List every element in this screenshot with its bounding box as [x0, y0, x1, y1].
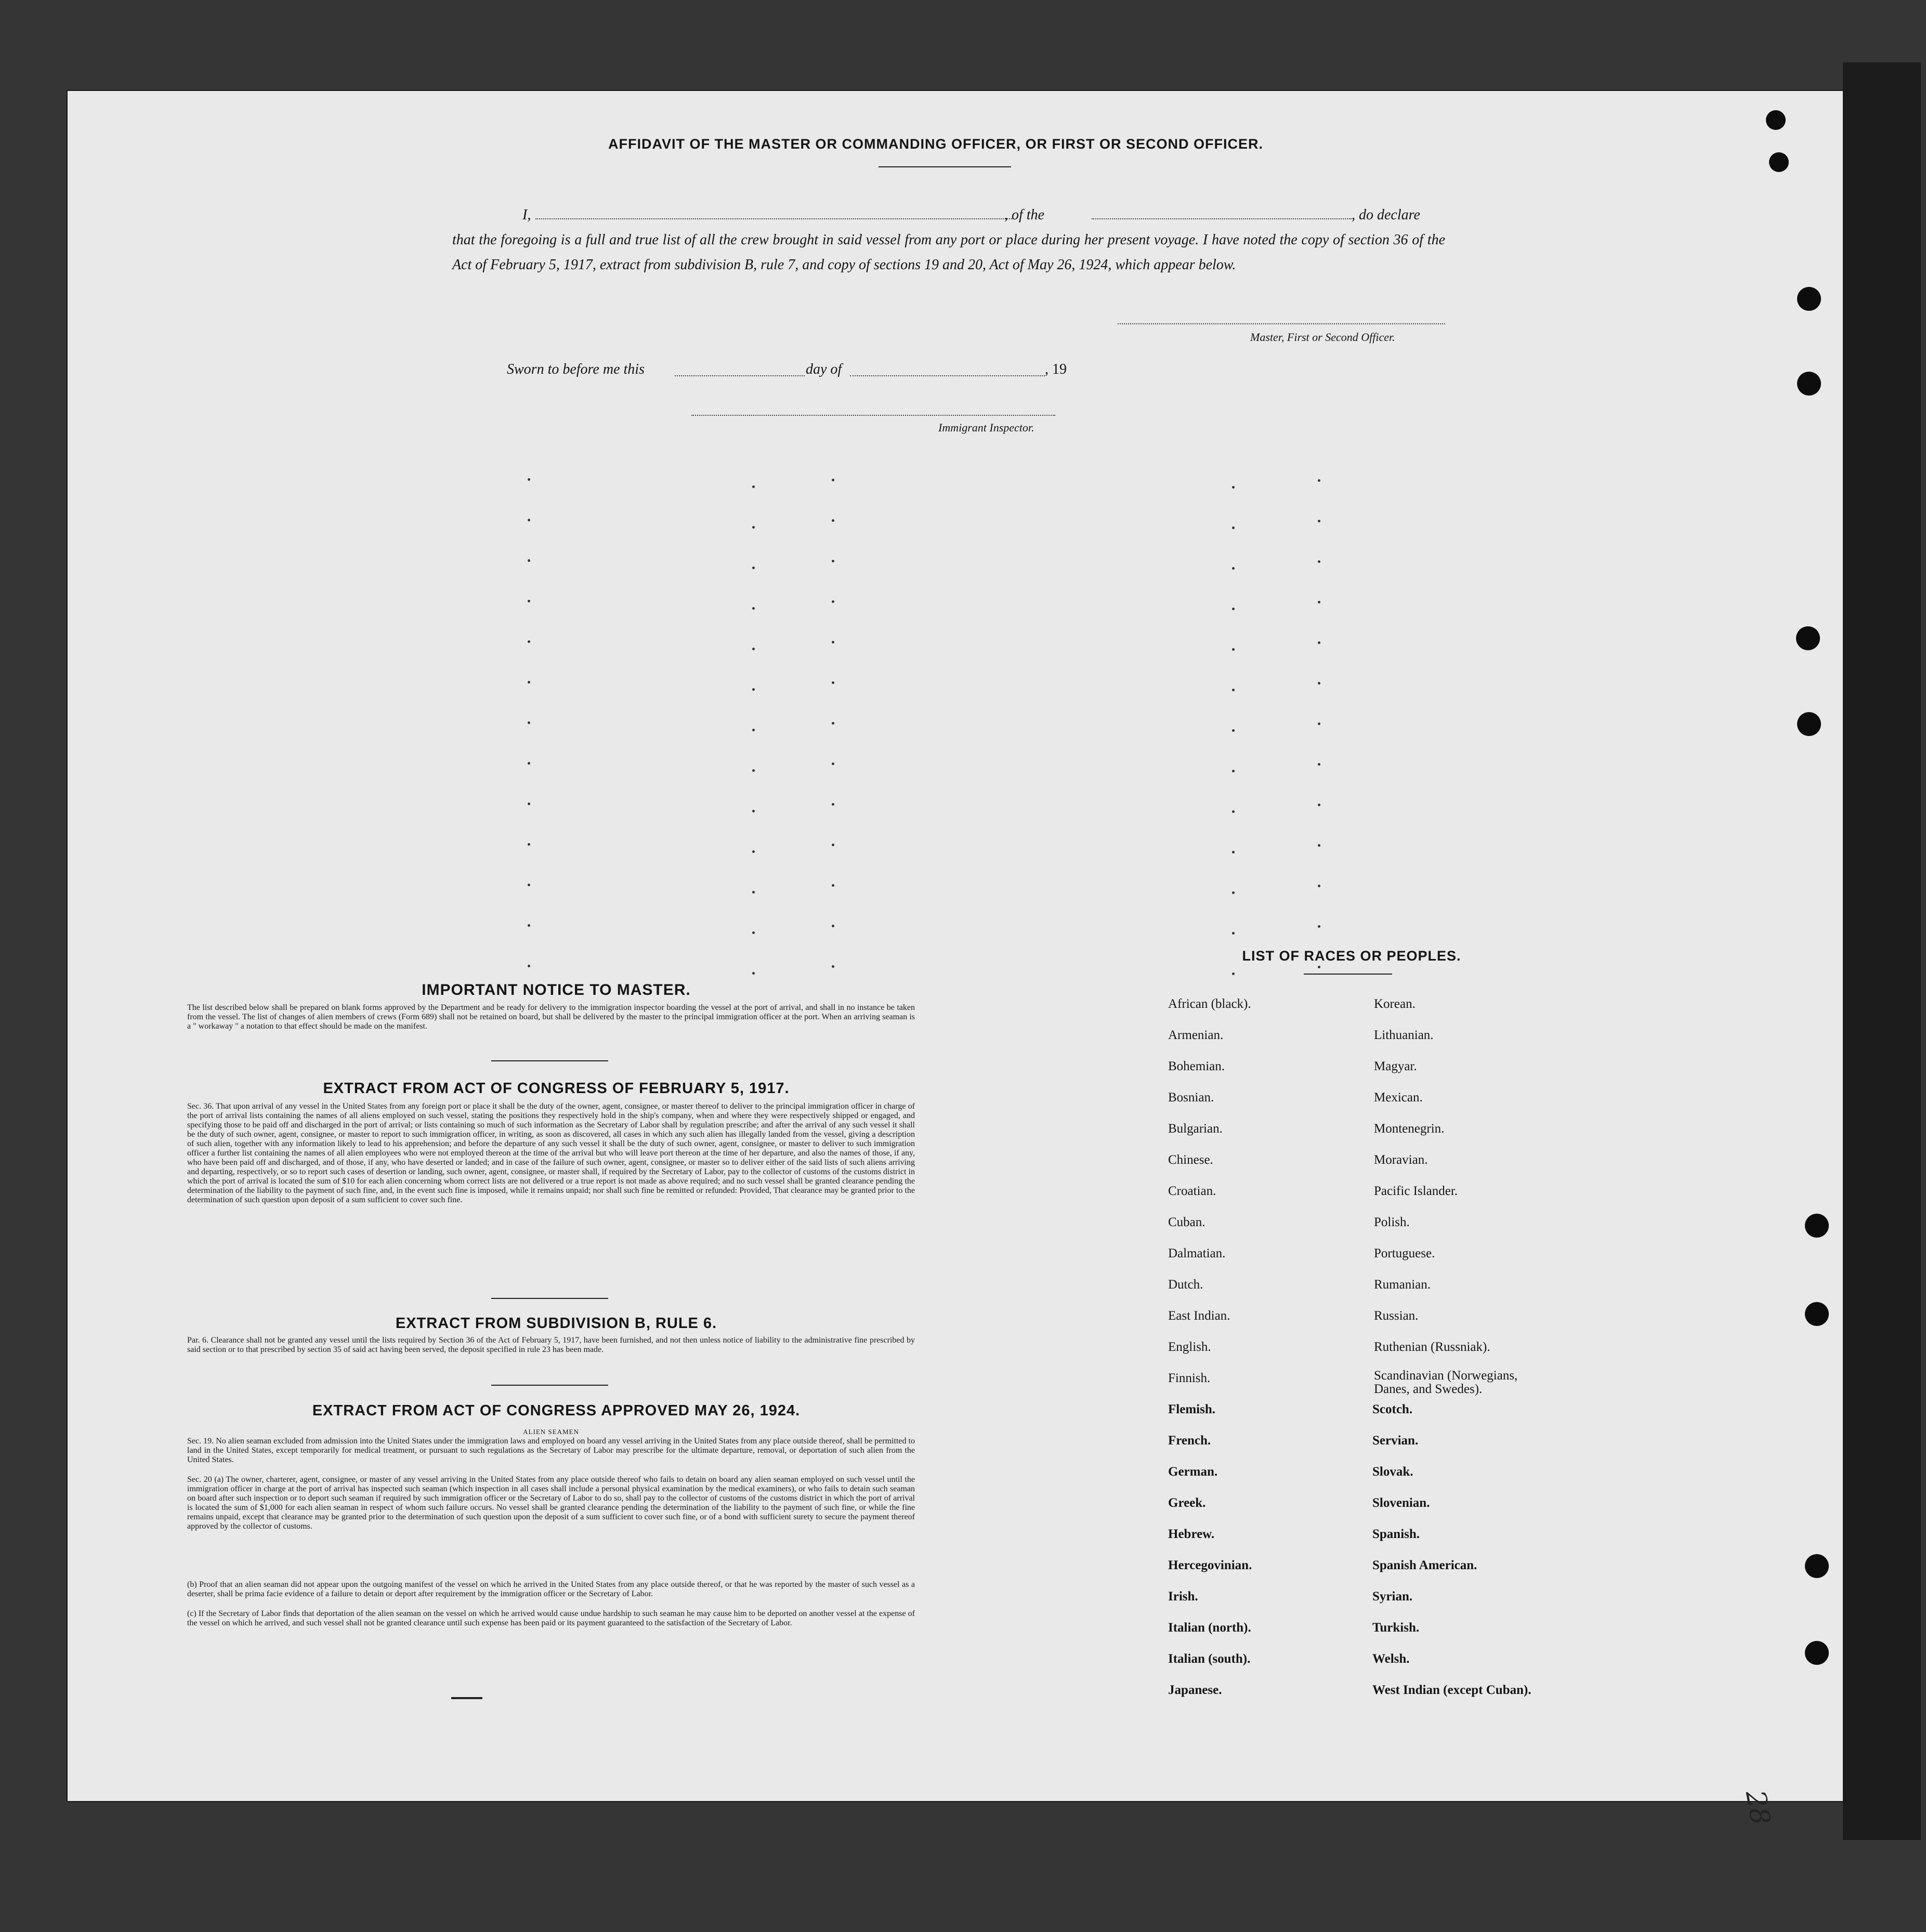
print-dot	[832, 641, 834, 643]
sworn-month-field[interactable]	[850, 375, 1045, 376]
print-dot	[752, 607, 755, 610]
print-dot	[528, 681, 530, 684]
print-dot	[1232, 689, 1235, 691]
race-right-item: Korean.	[1374, 997, 1416, 1011]
print-dot	[528, 924, 530, 927]
print-dot	[832, 844, 834, 846]
print-dot	[1318, 925, 1320, 928]
print-dot	[528, 640, 530, 643]
handwritten-page-mark: 28	[1739, 1788, 1776, 1828]
print-dot	[752, 769, 755, 772]
sworn-day-of-label: day of	[806, 361, 842, 377]
race-right-item: Spanish.	[1372, 1527, 1420, 1541]
race-right-item: Spanish American.	[1372, 1558, 1477, 1572]
binder-hole	[1805, 1641, 1829, 1665]
race-right-item: Montenegrin.	[1374, 1122, 1445, 1136]
binder-hole	[1805, 1554, 1829, 1578]
print-dot	[528, 721, 530, 724]
print-dot	[1232, 729, 1235, 732]
print-dot	[752, 850, 755, 853]
print-dot	[832, 560, 834, 562]
race-left-item: Bohemian.	[1168, 1059, 1225, 1073]
binder-hole	[1797, 712, 1821, 736]
print-dot	[832, 803, 834, 806]
print-dot	[832, 965, 834, 968]
print-dot	[1318, 682, 1320, 685]
race-right-item: Lithuanian.	[1374, 1028, 1434, 1042]
print-dot	[1318, 804, 1320, 806]
print-dot	[832, 681, 834, 684]
affidavit-declaration-text: that the foregoing is a full and true list of all the crew brought in said vessel from any port or place during her present voyage. I have noted the copy of section 36 of the Act of February 5, 1917, extract from subdivision B, rule 7, and copy of sections 19 and 20, Act of May 26, 1924, which appear below.	[452, 232, 1445, 273]
extract-1917-text: Sec. 36. That upon arrival of any vessel in the United States from any foreign port or place it shall be the duty of the owner, agent, consignee, or master thereof to deliver to the principal immigration officer in charge of the port of arrival lists containing the names of all aliens employed on such vessel, stating the positions they respectively hold in the ship's company, when and where they were respectively shipped or engaged, and specifying those to be paid off and discharged in the port of arrival; or lists containing so much of such information as the Secretary of Labor shall by regulation prescribe; and after the arrival of any such vessel it shall be the duty of such owner, agent, consignee, or master to report to such immigration officer, in writing, as soon as discovered, all cases in which any such alien has illegally landed from the vessel, giving a description of such alien, together with any information likely to lead to his apprehension; and before the departure of any such vessel it shall be the duty of such owner, agent, consignee, or master to deliver to such immigration officer a further list containing the names of all alien employees who were not employed thereon at the time of the arrival but who will leave port thereon at the time of her departure, and also the names of those, if any, who have been paid off and discharged, and of those, if any, who have deserted or landed; and in case of the failure of such owner, agent, consignee, or master so to deliver either of the said lists of such aliens arriving and departing, respectively, or so to report such cases of desertion or landing, such owner, agent, consignee, or master shall, if required by the Secretary of Labor, pay to the collector of customs of the customs district in which the port of arrival is located the sum of $10 for each alien concerning whom correct lists are not delivered or a true report is not made as above required; and no such vessel shall be granted clearance pending the determination of the liability to the payment of such fine, and, in the event such fine is imposed, while it remains unpaid; nor shall such fine be remitted or refunded: Provided, That clearance may be granted prior to the determination of such question upon deposit of a sum sufficient to cover such fine.	[187, 1102, 915, 1204]
print-dot	[1232, 608, 1235, 610]
binder-hole	[1797, 287, 1821, 311]
binder-hole	[1797, 372, 1821, 396]
race-left-item: Italian (south).	[1168, 1652, 1251, 1666]
extract-1924-title: EXTRACT FROM ACT OF CONGRESS APPROVED MAY 26, 1924.	[312, 1402, 801, 1419]
print-dot	[752, 567, 755, 569]
print-dot	[528, 478, 530, 481]
race-left-item: East Indian.	[1168, 1309, 1230, 1323]
print-dot	[1318, 520, 1320, 522]
print-dot	[1232, 891, 1235, 894]
extract-1917-title: EXTRACT FROM ACT OF CONGRESS OF FEBRUARY 5, 1917.	[323, 1080, 790, 1097]
extract-rule6-rule	[491, 1385, 608, 1386]
race-left-item: Dutch.	[1168, 1278, 1203, 1292]
race-right-item: Moravian.	[1374, 1153, 1428, 1167]
document-page	[68, 91, 1843, 1801]
print-dot	[528, 843, 530, 846]
print-dot	[1318, 763, 1320, 766]
print-dot	[752, 729, 755, 731]
print-dot	[752, 485, 755, 488]
binder-hole	[1805, 1214, 1829, 1238]
race-left-item: Flemish.	[1168, 1402, 1215, 1416]
print-dot	[752, 972, 755, 975]
race-left-item: Chinese.	[1168, 1153, 1213, 1167]
print-dot	[528, 559, 530, 562]
race-right-item: Welsh.	[1372, 1652, 1410, 1666]
race-left-item: Finnish.	[1168, 1371, 1211, 1385]
race-left-item: German.	[1168, 1465, 1218, 1479]
race-left-item: Bosnian.	[1168, 1090, 1214, 1105]
race-left-item: Croatian.	[1168, 1184, 1216, 1198]
race-right-item: Russian.	[1374, 1309, 1419, 1323]
affidavit-i-label: I,	[522, 207, 531, 223]
race-right-item: Rumanian.	[1374, 1278, 1431, 1292]
affidavit-title: AFFIDAVIT OF THE MASTER OR COMMANDING OFFICER, OR FIRST OR SECOND OFFICER.	[608, 136, 1263, 152]
print-dot	[752, 931, 755, 934]
print-dot	[1232, 527, 1235, 529]
race-right-item: Ruthenian (Russniak).	[1374, 1340, 1490, 1354]
race-right-item: Magyar.	[1374, 1059, 1417, 1073]
race-right-item: Syrian.	[1372, 1589, 1413, 1604]
print-dot	[1318, 641, 1320, 644]
notice-rule	[491, 1060, 608, 1061]
race-left-item: Japanese.	[1168, 1683, 1222, 1697]
footer-mark	[451, 1697, 482, 1699]
film-edge-right	[1843, 62, 1921, 1840]
print-dot	[832, 600, 834, 603]
races-title-rule	[1304, 974, 1392, 975]
extract-rule6-text: Par. 6. Clearance shall not be granted any vessel until the lists required by Section 36 of the Act of February 5, 1917, have been furnished, and not then unless notice of liability to the administrative fine prescribed by said section or to that prescribed by section 35 of said act having been served, the deposit specified in rule 23 has been made.	[187, 1336, 915, 1354]
race-left-item: Dalmatian.	[1168, 1246, 1226, 1260]
print-dot	[832, 925, 834, 927]
vessel-name-field[interactable]	[1092, 218, 1352, 219]
race-right-item: Slovak.	[1372, 1465, 1413, 1479]
affiant-name-field[interactable]	[535, 218, 1014, 219]
affidavit-of-the-label: , of the	[1004, 207, 1044, 223]
race-right-item: Scotch.	[1372, 1402, 1413, 1416]
race-left-item: English.	[1168, 1340, 1211, 1354]
master-signature-field[interactable]	[1118, 323, 1445, 324]
race-left-item: French.	[1168, 1434, 1211, 1448]
sworn-prefix-label: Sworn to before me this	[507, 361, 645, 377]
race-left-item: Hercegovinian.	[1168, 1558, 1252, 1572]
notice-text: The list described below shall be prepared on blank forms approved by the Department and be ready for delivery to the immigration inspector boarding the vessel at the port of arrival, and shall in no instance be taken from the vessel. The list of changes of alien members of crews (Form 689) shall not be retained on board, but shall be delivered by the master to the principal immigration officer at the port. When an arriving seaman is a " workaway " a notation to that effect should be made on the manifest.	[187, 1003, 915, 1031]
race-right-item: Servian.	[1372, 1434, 1419, 1448]
race-right-item: Mexican.	[1374, 1090, 1423, 1105]
races-title: LIST OF RACES OR PEOPLES.	[1242, 948, 1461, 964]
print-dot	[1318, 560, 1320, 563]
print-dot	[528, 965, 530, 967]
print-dot	[528, 803, 530, 805]
race-left-item: Armenian.	[1168, 1028, 1224, 1042]
print-dot	[752, 526, 755, 529]
binder-hole	[1796, 626, 1820, 650]
print-dot	[1318, 966, 1320, 968]
affidavit-title-rule	[879, 166, 1011, 167]
race-left-item: Greek.	[1168, 1496, 1206, 1510]
print-dot	[832, 722, 834, 725]
print-dot	[528, 519, 530, 521]
print-dot	[1232, 851, 1235, 853]
extract-rule6-title: EXTRACT FROM SUBDIVISION B, RULE 6.	[395, 1315, 717, 1332]
print-dot	[528, 884, 530, 886]
extract-1917-rule	[491, 1298, 608, 1299]
print-dot	[752, 891, 755, 893]
print-dot	[1318, 601, 1320, 603]
print-dot	[1318, 722, 1320, 725]
print-dot	[1232, 810, 1235, 813]
affidavit-declare-label: , do declare	[1352, 207, 1420, 223]
print-dot	[1232, 486, 1235, 489]
race-left-item: Italian (north).	[1168, 1621, 1251, 1635]
print-dot	[1232, 972, 1235, 975]
print-dot	[1232, 932, 1235, 935]
race-right-item: Slovenian.	[1372, 1496, 1430, 1510]
sworn-year-label: , 19	[1045, 361, 1067, 377]
binder-hole	[1766, 110, 1786, 130]
extract-1924-sec20c: (c) If the Secretary of Labor finds that deportation of the alien seaman on the vessel on which he arrived would cause undue hardship to such seaman he may cause him to be deported on another vessel at the expense of the vessel on which he arrived, and such vessel shall not be granted clearance until such expense has been paid or its payment guaranteed to the satisfaction of the Secretary of Labor.	[187, 1609, 915, 1627]
print-dot	[528, 762, 530, 765]
print-dot	[752, 648, 755, 650]
extract-1924-subtitle: ALIEN SEAMEN	[523, 1428, 579, 1436]
binder-hole	[1769, 152, 1789, 172]
print-dot	[752, 688, 755, 691]
master-signature-label: Master, First or Second Officer.	[1250, 331, 1395, 344]
print-dot	[1318, 844, 1320, 847]
print-dot	[832, 519, 834, 522]
race-right-item: Turkish.	[1372, 1621, 1420, 1635]
notice-title: IMPORTANT NOTICE TO MASTER.	[422, 981, 691, 998]
race-left-item: African (black).	[1168, 997, 1251, 1011]
race-left-item: Cuban.	[1168, 1215, 1206, 1229]
print-dot	[1232, 648, 1235, 651]
race-left-item: Hebrew.	[1168, 1527, 1215, 1541]
race-right-item: Pacific Islander.	[1374, 1184, 1458, 1198]
binder-hole	[1805, 1302, 1829, 1326]
race-right-item: Portuguese.	[1374, 1246, 1435, 1260]
race-right-item: Polish.	[1374, 1215, 1410, 1229]
race-right-item: Scandinavian (Norwegians, Danes, and Swedes).	[1374, 1369, 1518, 1396]
inspector-label: Immigrant Inspector.	[938, 421, 1034, 434]
inspector-signature-field[interactable]	[691, 415, 1055, 416]
extract-1924-sec19: Sec. 19. No alien seaman excluded from admission into the United States under the immigration laws and employed on board any vessel arriving in the United States from any place outside thereof, shall be permitted to land in the United States, except temporarily for medical treatment, or pursuant to such regulations as the Secretary of Labor may prescribe for the ultimate departure, removal, or deportation of such alien from the United States.	[187, 1437, 915, 1464]
print-dot	[528, 600, 530, 602]
print-dot	[1232, 567, 1235, 570]
sworn-date-field[interactable]	[675, 375, 805, 376]
print-dot	[1318, 885, 1320, 887]
print-dot	[832, 763, 834, 765]
print-dot	[1318, 479, 1320, 482]
extract-1924-sec20b: (b) Proof that an alien seaman did not appear upon the outgoing manifest of the vessel on which he arrived in the United States from any place outside thereof, or that he was reported by the master of such vessel as a deserter, shall be prima facie evidence of a failure to detain or deport after requirement by the immigration officer or the Secretary of Labor.	[187, 1580, 915, 1598]
extract-1924-sec20a: Sec. 20 (a) The owner, charterer, agent, consignee, or master of any vessel arriving in the United States from any place outside thereof who fails to detain on board any alien seaman employed on such vessel until the immigration officer in charge at the port of arrival has inspected such seaman (which inspection in all cases shall include a personal physical examination by the medical examiners), or who fails to detain such seaman on board after such inspection or to deport such seaman if required by such immigration officer or the Secretary of Labor to do so, shall pay to the collector of customs of the customs district in which the port of arrival is located the sum of $1,000 for each alien seaman in respect of whom such failure occurs. No vessel shall be granted clearance pending the determination of the liability to the payment of such fine, or while the fine remains unpaid, except that clearance may be granted prior to the determination of such question upon the deposit of a sum sufficient to cover such fine, or of a bond with sufficient surety to secure the payment thereof approved by the collector of customs.	[187, 1475, 915, 1531]
race-left-item: Bulgarian.	[1168, 1122, 1223, 1136]
print-dot	[1232, 770, 1235, 772]
print-dot	[752, 810, 755, 812]
print-dot	[832, 884, 834, 887]
race-right-item: West Indian (except Cuban).	[1372, 1683, 1531, 1697]
race-left-item: Irish.	[1168, 1589, 1198, 1604]
print-dot	[832, 479, 834, 481]
